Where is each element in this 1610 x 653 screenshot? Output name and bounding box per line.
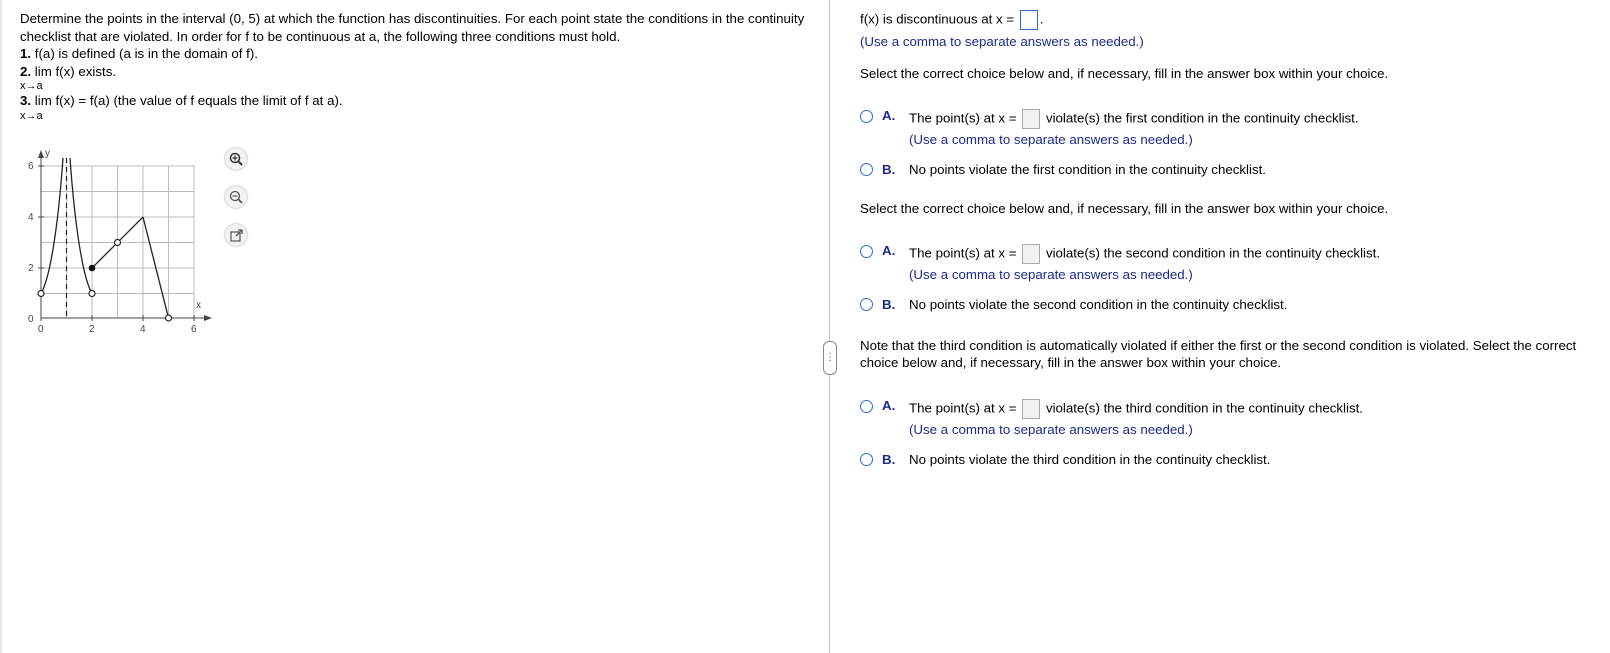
part2-option-a-letter: A. [882,243,896,258]
part3-option-a-letter: A. [882,398,896,413]
left-frame-border [0,0,2,653]
part2-hint: (Use a comma to separate answers as needed.) [909,267,1193,282]
condition-3-subscript: x→a [20,109,43,122]
y-tick-label: 6 [28,161,34,172]
zoom-in-icon [229,152,243,166]
part1-option-b-letter: B. [882,162,896,177]
x-tick-label: 2 [89,324,95,335]
condition-2 [20,63,810,81]
part0-hint: (Use a comma to separate answers as needed.) [860,34,1144,49]
part0-suffix: . [1039,11,1044,27]
popout-icon [230,229,243,242]
part1-option-a-letter: A. [882,108,896,123]
part3-answer-box[interactable] [1022,399,1040,419]
curve-left-branch [41,158,63,294]
x-tick-label: 0 [38,324,44,335]
part3-option-a-radio[interactable] [860,400,873,413]
part3-option-b-radio[interactable] [860,453,873,466]
closed-point [89,265,96,272]
function-graph [20,148,260,348]
part3-a-prefix: The point(s) at x = [909,400,1017,416]
drag-handle-icon: ⋮ [825,352,835,363]
condition-1-text: f(a) is defined (a is in the domain of f). [34,46,258,61]
graph-svg [20,148,260,348]
part2-option-a-radio[interactable] [860,245,873,258]
panel-divider [829,0,830,653]
part1-option-b-radio[interactable] [860,163,873,176]
y-tick-label: 4 [28,212,34,223]
part2-a-suffix: violate(s) the second condition in the continuity checklist. [1045,245,1381,261]
popout-button[interactable] [225,224,247,246]
y-tick-label: 2 [28,263,34,274]
y-tick-label: 0 [28,314,34,325]
condition-1-number: 1. [20,46,32,61]
x-axis-arrow [204,315,212,321]
part2-option-a-text [909,244,1380,264]
open-point [166,315,172,321]
condition-1 [20,45,810,63]
part0-question [860,10,1044,30]
part3-a-suffix: violate(s) the third condition in the continuity checklist. [1045,400,1364,416]
part2-option-b-text: No points violate the second condition in the continuity checklist. [909,297,1288,312]
part0-answer-box[interactable] [1020,10,1038,30]
part1-option-a-text [909,109,1359,129]
y-axis-label: y [45,148,50,159]
part3-option-a-text [909,399,1363,419]
part3-option-b-letter: B. [882,452,896,467]
y-axis-arrow [38,150,44,158]
open-point [115,240,121,246]
part1-answer-box[interactable] [1022,109,1040,129]
part2-answer-box[interactable] [1022,244,1040,264]
part0-prefix: f(x) is discontinuous at x = [860,11,1015,27]
condition-3-text: lim f(x) = f(a) (the value of f equals the limit of f at a). [34,93,343,108]
part1-hint: (Use a comma to separate answers as needed.) [909,132,1193,147]
open-point [89,291,95,297]
condition-3 [20,92,810,110]
part1-a-prefix: The point(s) at x = [909,110,1017,126]
zoom-out-button[interactable] [225,186,247,208]
part2-instruction: Select the correct choice below and, if necessary, fill in the answer box within your choice. [860,201,1389,216]
open-point [38,291,44,297]
zoom-out-icon [229,190,243,204]
zoom-in-button[interactable] [225,148,247,170]
part3-option-b-text: No points violate the third condition in the continuity checklist. [909,452,1271,467]
part2-option-b-letter: B. [882,297,896,312]
question-intro: Determine the points in the interval (0, 5) at which the function has discontinuities. For each point state the conditions in the continuity checklist that are violated. In order for f to be continuous at a, the following three conditions must hold. [20,11,805,44]
part1-option-b-text: No points violate the first condition in the continuity checklist. [909,162,1266,177]
x-tick-label: 6 [191,324,197,335]
condition-2-text: lim f(x) exists. [34,63,117,79]
condition-2-subscript: x→a [20,80,43,92]
condition-2-number: 2. [20,63,32,79]
part2-a-prefix: The point(s) at x = [909,245,1017,261]
question-panel [20,10,810,122]
part2-option-b-radio[interactable] [860,298,873,311]
part1-a-suffix: violate(s) the first condition in the continuity checklist. [1045,110,1359,126]
part1-instruction: Select the correct choice below and, if necessary, fill in the answer box within your choice. [860,66,1389,81]
part3-note: Note that the third condition is automatically violated if either the first or the second condition is violated. Select the correct choice below and, if necessary, fill in the answer box within your choice. [860,338,1577,370]
condition-3-number: 3. [20,93,32,108]
divider-handle[interactable] [823,341,837,375]
x-axis-label: x [196,300,201,311]
part3-hint: (Use a comma to separate answers as needed.) [909,422,1193,437]
x-tick-label: 4 [140,324,146,335]
part1-option-a-radio[interactable] [860,110,873,123]
curve-right-branch [70,158,92,294]
